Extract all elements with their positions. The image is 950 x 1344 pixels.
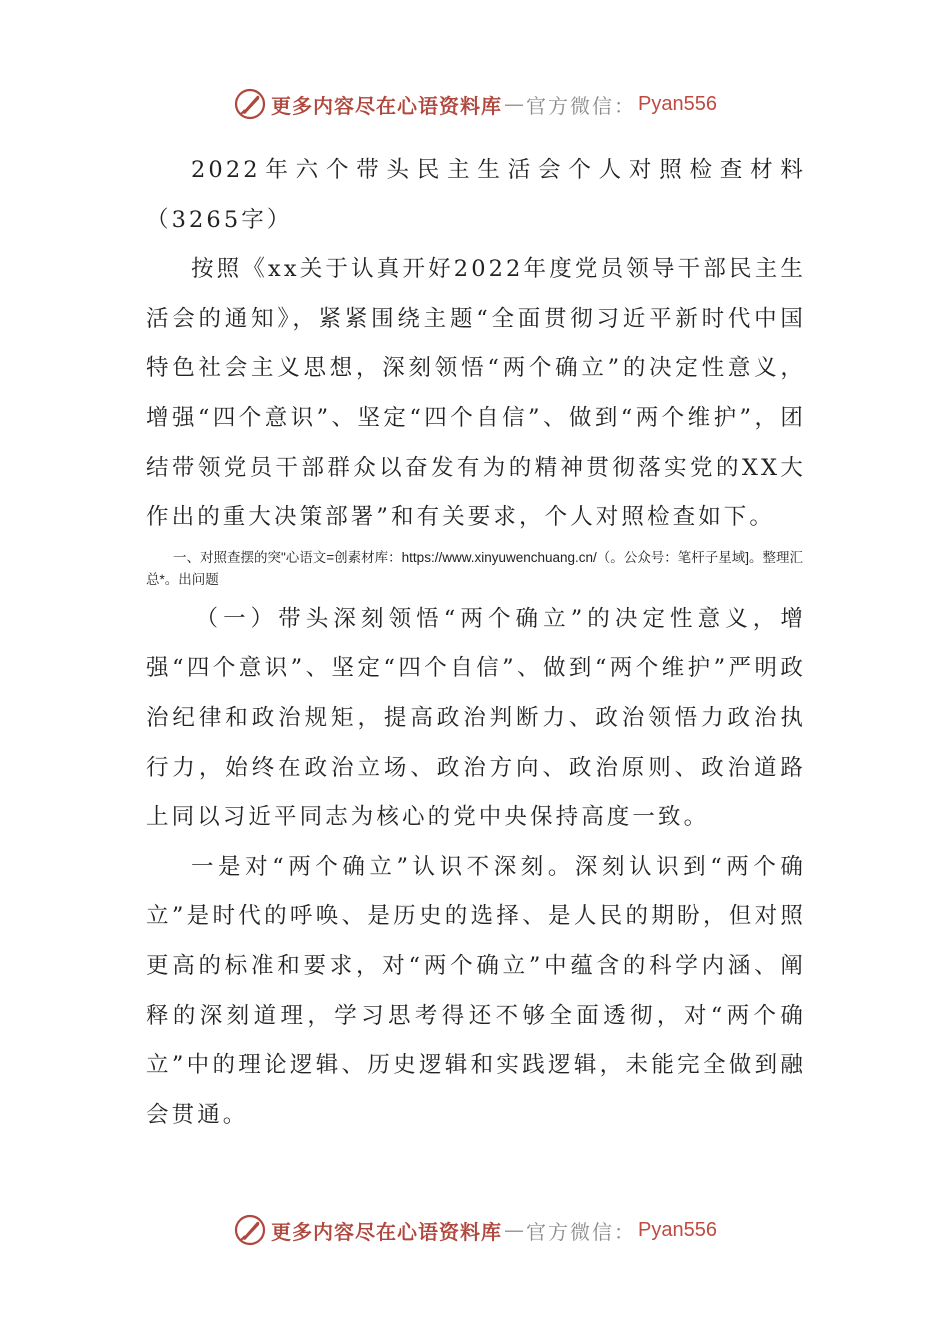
footer-banner — [0, 1210, 950, 1250]
point-1-paragraph: 一是对“两个确立”认识不深刻。深刻认识到“两个确立”是时代的呼唤、是历史的选择、是人民的期盼，但对照更高的标准和要求，对“两个确立”中蕴含的科学内涵、阐释的深刻道理，学习思考得还不够全面透彻，对“两个确立”中的理论逻辑、历史逻辑和实践逻辑，未能完全做到融会贯通。 — [146, 853, 806, 1128]
quill-logo-icon — [233, 1213, 267, 1247]
document-title: 2022年六个带头民主生活会个人对照检查材料（3265字） — [146, 157, 806, 233]
section-heading-note: 一、对照查摆的突"心语文=创素材库：https://www.xinyuwenchuang.cn/（。公众号：笔杆子星域]。整理汇总*。出问题 — [146, 549, 804, 587]
wechat-id: Pyan556 — [638, 1218, 717, 1241]
wechat-id: Pyan556 — [638, 92, 717, 115]
header-banner — [0, 84, 950, 124]
brand-text: 更多内容尽在心语资料库 — [271, 93, 503, 118]
official-wechat-label: 官方微信： — [526, 1219, 637, 1244]
document-body — [146, 146, 806, 1140]
brand-text: 更多内容尽在心语资料库 — [271, 1219, 503, 1244]
intro-paragraph: 按照《xx关于认真开好2022年度党员领导干部民主生活会的通知》，紧紧围绕主题“全面贯彻习近平新时代中国特色社会主义思想，深刻领悟“两个确立”的决定性意义，增强“四个意识”、坚定“四个自信”、做到“两个维护”，团结带领党员干部群众以奋发有为的精神贯彻落实党的XX大作出的重大决策部署”和有关要求，个人对照检查如下。 — [146, 256, 806, 531]
section-1-paragraph: （一）带头深刻领悟“两个确立”的决定性意义，增强“四个意识”、坚定“四个自信”、做到“两个维护”严明政治纪律和政治规矩，提高政治判断力、政治领悟力政治执行力，始终在政治立场、政治方向、政治原则、政治道路上同以习近平同志为核心的党中央保持高度一致。 — [146, 605, 806, 831]
banner-dash: — — [504, 92, 525, 116]
quill-logo-icon — [233, 87, 267, 121]
official-wechat-label: 官方微信： — [526, 93, 637, 118]
banner-dash: — — [504, 1218, 525, 1242]
